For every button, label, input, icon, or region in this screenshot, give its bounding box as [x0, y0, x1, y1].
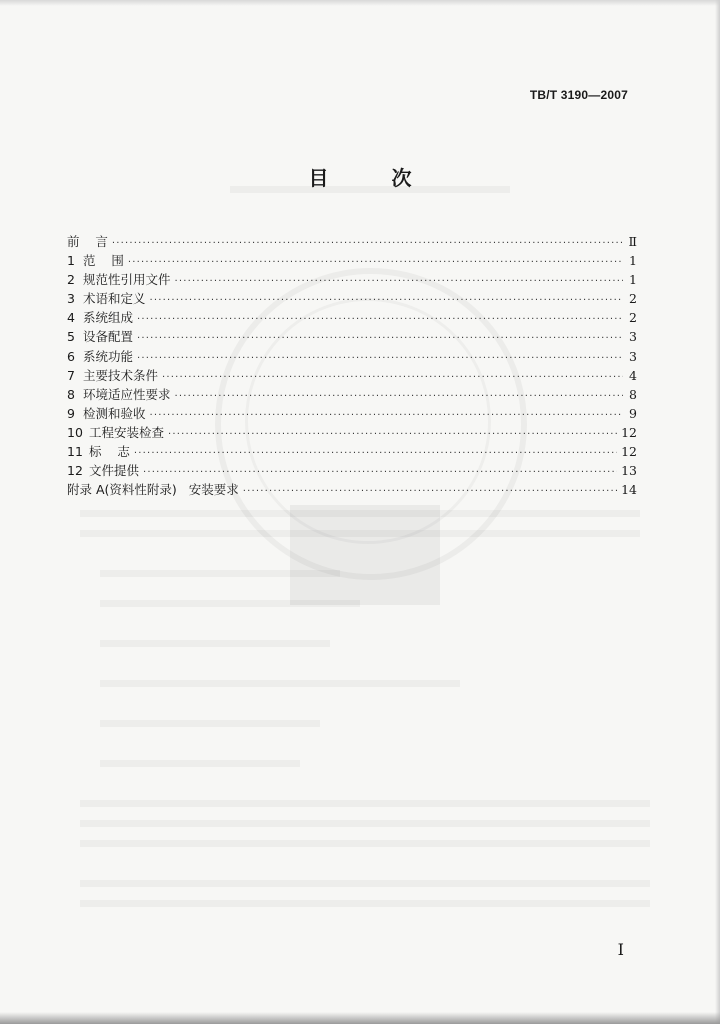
- toc-entry-number: 3: [67, 291, 75, 307]
- toc-entry-page: 4: [629, 367, 637, 383]
- toc-entry-number: 6: [67, 348, 75, 364]
- toc-entry-documentation[interactable]: [67, 461, 637, 480]
- page-title: 目 次: [308, 166, 440, 190]
- toc-entry-system-functions[interactable]: [67, 347, 637, 366]
- toc-entry-foreword[interactable]: [67, 232, 637, 251]
- toc-entry-label: 规范性引用文件: [83, 272, 171, 288]
- toc-entry-installation-inspection[interactable]: [67, 423, 637, 442]
- toc-entry-label: 术语和定义: [83, 291, 146, 307]
- toc-entry-page: 2: [629, 291, 637, 307]
- toc-entry-label: 主要技术条件: [83, 367, 159, 383]
- toc-leader-dots: [175, 391, 623, 402]
- toc-entry-number: 12: [67, 463, 83, 479]
- toc-entry-technical-conditions[interactable]: [67, 366, 637, 385]
- toc-entry-marking[interactable]: [67, 442, 637, 461]
- toc-entry-label: 文件提供: [89, 463, 140, 479]
- toc-leader-dots: [134, 448, 617, 459]
- toc-entry-page: 12: [621, 424, 637, 440]
- toc-leader-dots: [137, 314, 623, 325]
- toc-entry-label: 附录 A(资料性附录) 安装要求: [67, 482, 239, 498]
- toc-leader-dots: [162, 372, 623, 383]
- toc-entry-number: 4: [67, 310, 75, 326]
- toc-entry-number: 2: [67, 272, 75, 288]
- table-of-contents: [67, 232, 637, 499]
- toc-entry-number: 10: [67, 424, 83, 440]
- toc-entry-normative-references[interactable]: [67, 270, 637, 289]
- toc-entry-page: 1: [629, 253, 637, 269]
- toc-entry-annex-a[interactable]: [67, 480, 637, 499]
- toc-entry-label: 系统功能: [83, 348, 134, 364]
- toc-leader-dots: [143, 467, 617, 478]
- standard-code: TB/T 3190—2007: [529, 88, 628, 102]
- toc-entry-number: 5: [67, 329, 75, 345]
- toc-entry-label: 环境适应性要求: [83, 386, 171, 402]
- toc-entry-label: 工程安装检查: [89, 424, 165, 440]
- toc-entry-page: 9: [629, 405, 637, 421]
- toc-entry-environmental-requirements[interactable]: [67, 385, 637, 404]
- toc-entry-number: 1: [67, 253, 75, 269]
- toc-entry-label: 系统组成: [83, 310, 134, 326]
- toc-leader-dots: [137, 353, 623, 364]
- toc-entry-page: 13: [621, 463, 637, 479]
- toc-leader-dots: [175, 276, 623, 287]
- toc-entry-label: 标 志: [89, 444, 130, 460]
- toc-entry-label: 前 言: [67, 234, 108, 249]
- toc-entry-system-composition[interactable]: [67, 308, 637, 327]
- toc-entry-page: 14: [621, 482, 637, 498]
- toc-leader-dots: [137, 333, 623, 344]
- toc-entry-page: 8: [629, 386, 637, 402]
- toc-entry-label: 设备配置: [83, 329, 134, 345]
- toc-entry-number: 7: [67, 367, 75, 383]
- toc-leader-dots: [150, 410, 623, 421]
- toc-entry-label: 检测和验收: [83, 405, 146, 421]
- toc-entry-number: 8: [67, 386, 75, 402]
- toc-leader-dots: [112, 238, 623, 249]
- toc-entry-equipment-configuration[interactable]: [67, 327, 637, 346]
- toc-entry-testing-acceptance[interactable]: [67, 404, 637, 423]
- toc-entry-number: 9: [67, 405, 75, 421]
- toc-entry-page: 2: [629, 310, 637, 326]
- toc-leader-dots: [168, 429, 617, 440]
- page-number: I: [617, 940, 624, 959]
- toc-entry-page: Ⅱ: [628, 234, 637, 249]
- toc-entry-scope[interactable]: [67, 251, 637, 270]
- toc-entry-page: 3: [629, 348, 637, 364]
- toc-entry-page: 1: [629, 272, 637, 288]
- toc-entry-page: 3: [629, 329, 637, 345]
- toc-entry-label: 范 围: [83, 253, 124, 269]
- toc-leader-dots: [150, 295, 623, 306]
- toc-entry-number: 11: [67, 444, 83, 460]
- toc-leader-dots: [128, 257, 623, 268]
- toc-entry-terms-definitions[interactable]: [67, 289, 637, 308]
- toc-entry-page: 12: [621, 444, 637, 460]
- toc-leader-dots: [243, 486, 617, 497]
